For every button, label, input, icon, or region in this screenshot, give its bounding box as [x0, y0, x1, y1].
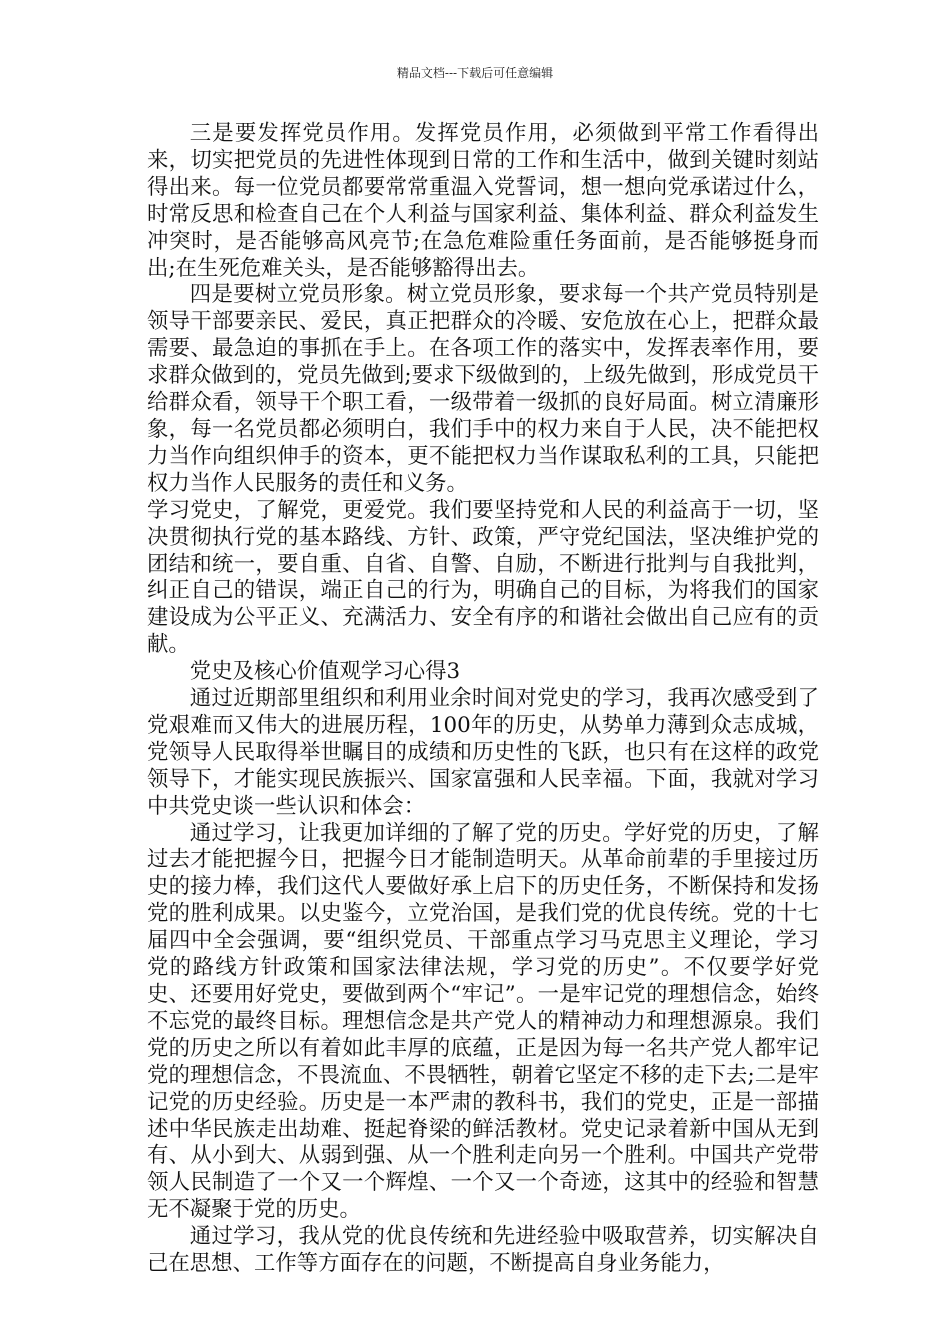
page-header: 精品文档---下载后可任意编辑 [396, 66, 554, 80]
paragraph-party-image: 四是要树立党员形象。树立党员形象，要求每一个共产党员特别是领导干部要亲民、爱民，真正把群众的冷暖、安危放在心上，把群众最需要、最急迫的事抓在手上。在各项工作的落实中，发挥表率作用，要求群众做到的，党员先做到;要求下级做到的，上级先做到，形成党员干给群众看，领导干个职工看，一级带着一级抓的良好局面。树立清廉形象，每一名党员都必须明白，我们手中的权力来自于人民，决不能把权力当作向组织伸手的资本，更不能把权力当作谋取私利的工具，只能把权力当作人民服务的责任和义务。 [147, 282, 819, 496]
paragraph-party-role: 三是要发挥党员作用。发挥党员作用，必须做到平常工作看得出来，切实把党员的先进性体现到日常的工作和生活中，做到关键时刻站得出来。每一位党员都要常常重温入党誓词，想一想向党承诺过什么，时常反思和检查自己在个人利益与国家利益、集体利益、群众利益发生冲突时，是否能够高风亮节;在急危难险重任务面前，是否能够挺身而出;在生死危难关头，是否能够豁得出去。 [147, 121, 819, 281]
section-heading: 党史及核心价值观学习心得3 [189, 659, 461, 685]
paragraph-history-detail: 通过学习，让我更加详细的了解了党的历史。学好党的历史，了解过去才能把握今日，把握今日才能制造明天。从革命前辈的手里接过历史的接力棒，我们这代人要做好承上启下的历史任务，不断保持和发扬党的胜利成果。以史鉴今，立党治国，是我们党的优良传统。党的十七届四中全会强调，要“组织党员、干部重点学习马克思主义理论，学习党的路线方针政策和国家法律法规，学习党的历史”。不仅要学好党史、还要用好党史，要做到两个“牢记”。一是牢记党的理想信念，始终不忘党的最终目标。理想信念是共产党人的精神动力和理想源泉。我们党的历史之所以有着如此丰厚的底蕴，正是因为每一名共产党人都牢记党的理想信念，不畏流血、不畏牺牲，朝着它坚定不移的走下去;二是牢记党的历史经验。历史是一本严肃的教科书，我们的党史，正是一部描述中华民族走出劫难、挺起脊梁的鲜活教材。党史记录着新中国从无到有、从小到大、从弱到强、从一个胜利走向另一个胜利。中国共产党带领人民制造了一个又一个辉煌、一个又一个奇迹，这其中的经验和智慧无不凝聚于党的历史。 [147, 820, 819, 1223]
document-body [147, 121, 819, 1278]
paragraph-intro: 通过近期部里组织和利用业余时间对党史的学习，我再次感受到了党艰难而又伟大的进展历程，100年的历史，从势单力薄到众志成城，党领导人民取得举世瞩目的成绩和历史性的飞跃，也只有在这样的政党领导下，才能实现民族振兴、国家富强和人民幸福。下面，我就对学习中共党史谈一些认识和体会： [147, 686, 819, 819]
paragraph-conclusion: 通过学习，我从党的优良传统和先进经验中吸取营养，切实解决自己在思想、工作等方面存在的问题，不断提高自身业务能力， [147, 1224, 819, 1277]
paragraph-learn-history: 学习党史，了解党，更爱党。我们要坚持党和人民的利益高于一切，坚决贯彻执行党的基本路线、方针、政策，严守党纪国法，坚决维护党的团结和统一，要自重、自省、自警、自励，不断进行批判与自我批判，纠正自己的错误，端正自己的行为，明确自己的目标，为将我们的国家建设成为公平正义、充满活力、安全有序的和谐社会做出自己应有的贡献。 [147, 497, 819, 658]
